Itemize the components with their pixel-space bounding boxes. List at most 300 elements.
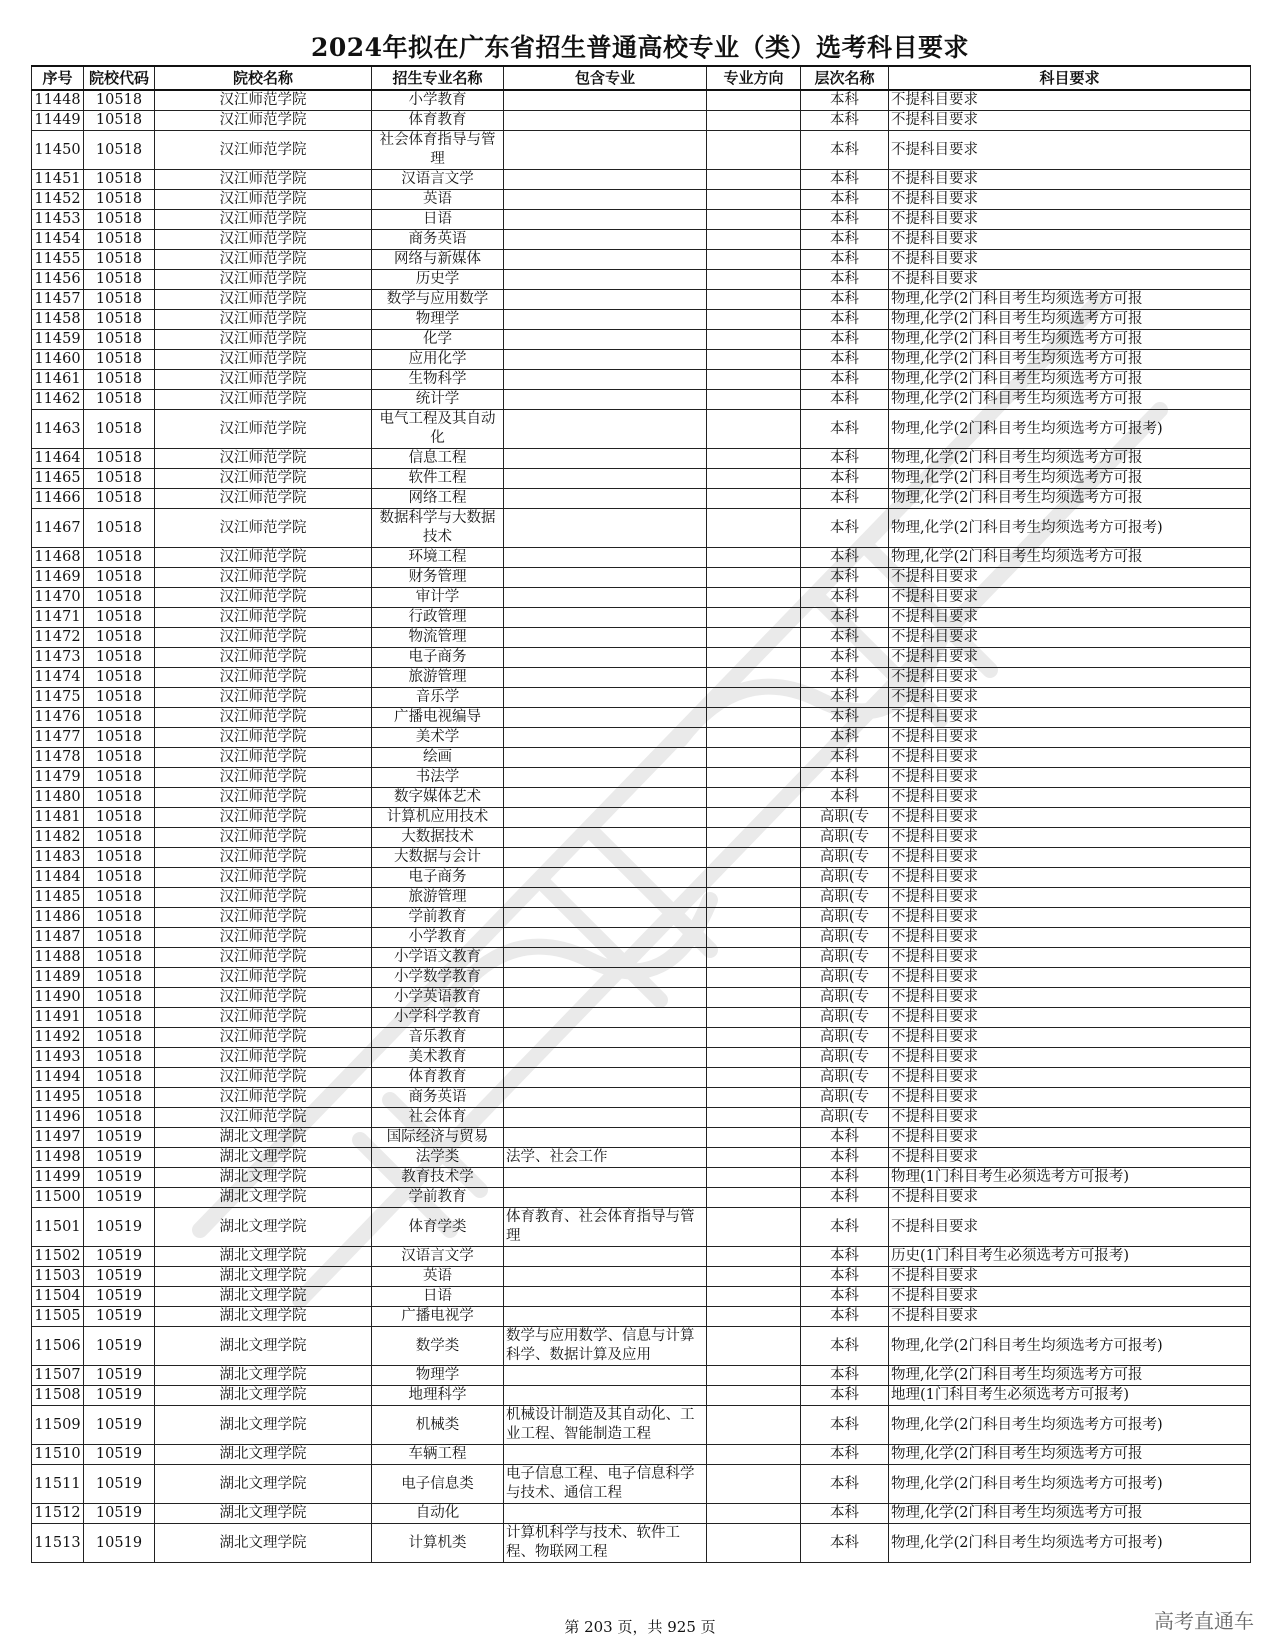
cell-school-name: 汉江师范学院 xyxy=(155,449,372,469)
cell-school-code: 10518 xyxy=(84,848,155,868)
cell-school-name: 汉江师范学院 xyxy=(155,250,372,270)
cell-included-majors xyxy=(504,489,707,509)
cell-major-direction xyxy=(707,868,801,888)
cell-school-name: 湖北文理学院 xyxy=(155,1445,372,1465)
cell-index: 11448 xyxy=(32,90,84,111)
cell-school-name: 汉江师范学院 xyxy=(155,828,372,848)
cell-index: 11478 xyxy=(32,748,84,768)
page-footer: 第 203 页，共 925 页 xyxy=(564,1618,716,1636)
cell-school-code: 10519 xyxy=(84,1504,155,1524)
cell-school-name: 汉江师范学院 xyxy=(155,111,372,131)
cell-school-name: 汉江师范学院 xyxy=(155,1048,372,1068)
brand-watermark: 高考直通车 xyxy=(1154,1609,1254,1633)
cell-level: 本科 xyxy=(801,350,889,370)
table-row xyxy=(32,888,1251,908)
cell-major-direction xyxy=(707,1287,801,1307)
cell-subject-requirement: 不提科目要求 xyxy=(889,1307,1251,1327)
cell-school-name: 汉江师范学院 xyxy=(155,588,372,608)
cell-major-name: 美术教育 xyxy=(372,1048,504,1068)
cell-included-majors xyxy=(504,1048,707,1068)
table-row xyxy=(32,1008,1251,1028)
cell-school-code: 10518 xyxy=(84,1088,155,1108)
cell-level: 本科 xyxy=(801,390,889,410)
cell-level: 本科 xyxy=(801,230,889,250)
cell-major-direction xyxy=(707,1048,801,1068)
cell-major-name: 音乐教育 xyxy=(372,1028,504,1048)
cell-major-direction xyxy=(707,469,801,489)
cell-level: 本科 xyxy=(801,648,889,668)
cell-school-name: 汉江师范学院 xyxy=(155,270,372,290)
cell-subject-requirement: 物理(1门科目考生必须选考方可报考) xyxy=(889,1168,1251,1188)
cell-index: 11456 xyxy=(32,270,84,290)
cell-school-name: 汉江师范学院 xyxy=(155,509,372,548)
cell-subject-requirement: 不提科目要求 xyxy=(889,948,1251,968)
table-row xyxy=(32,628,1251,648)
cell-included-majors xyxy=(504,1307,707,1327)
cell-school-code: 10519 xyxy=(84,1327,155,1366)
cell-index: 11489 xyxy=(32,968,84,988)
table-row xyxy=(32,1386,1251,1406)
cell-subject-requirement: 不提科目要求 xyxy=(889,968,1251,988)
cell-major-name: 法学类 xyxy=(372,1148,504,1168)
cell-subject-requirement: 不提科目要求 xyxy=(889,868,1251,888)
cell-major-direction xyxy=(707,1386,801,1406)
cell-included-majors xyxy=(504,628,707,648)
table-row xyxy=(32,1307,1251,1327)
cell-included-majors xyxy=(504,808,707,828)
cell-major-name: 网络工程 xyxy=(372,489,504,509)
cell-school-name: 汉江师范学院 xyxy=(155,370,372,390)
cell-school-code: 10518 xyxy=(84,310,155,330)
cell-level: 本科 xyxy=(801,788,889,808)
cell-school-name: 汉江师范学院 xyxy=(155,788,372,808)
cell-school-code: 10519 xyxy=(84,1267,155,1287)
cell-subject-requirement: 不提科目要求 xyxy=(889,828,1251,848)
document-title: 2024年拟在广东省招生普通高校专业（类）选考科目要求 xyxy=(310,33,970,62)
cell-school-name: 湖北文理学院 xyxy=(155,1386,372,1406)
cell-school-name: 湖北文理学院 xyxy=(155,1287,372,1307)
cell-school-name: 汉江师范学院 xyxy=(155,489,372,509)
cell-subject-requirement: 物理,化学(2门科目考生均须选考方可报 xyxy=(889,350,1251,370)
cell-level: 高职(专 xyxy=(801,1008,889,1028)
cell-included-majors xyxy=(504,1366,707,1386)
table-row xyxy=(32,1445,1251,1465)
cell-included-majors xyxy=(504,1267,707,1287)
table-row xyxy=(32,988,1251,1008)
cell-index: 11467 xyxy=(32,509,84,548)
cell-subject-requirement: 不提科目要求 xyxy=(889,848,1251,868)
cell-index: 11455 xyxy=(32,250,84,270)
cell-major-direction xyxy=(707,988,801,1008)
cell-school-code: 10518 xyxy=(84,350,155,370)
cell-included-majors xyxy=(504,948,707,968)
cell-subject-requirement: 物理,化学(2门科目考生均须选考方可报考) xyxy=(889,1406,1251,1445)
cell-major-name: 物流管理 xyxy=(372,628,504,648)
cell-level: 高职(专 xyxy=(801,908,889,928)
cell-major-direction xyxy=(707,1247,801,1267)
cell-index: 11460 xyxy=(32,350,84,370)
table-row xyxy=(32,90,1251,111)
table-row xyxy=(32,1188,1251,1208)
cell-subject-requirement: 物理,化学(2门科目考生均须选考方可报考) xyxy=(889,1465,1251,1504)
cell-school-code: 10519 xyxy=(84,1307,155,1327)
header-subject-requirement: 科目要求 xyxy=(889,66,1251,90)
cell-included-majors: 电子信息工程、电子信息科学与技术、通信工程 xyxy=(504,1465,707,1504)
cell-subject-requirement: 不提科目要求 xyxy=(889,1208,1251,1247)
cell-index: 11491 xyxy=(32,1008,84,1028)
cell-level: 本科 xyxy=(801,1524,889,1563)
cell-subject-requirement: 物理,化学(2门科目考生均须选考方可报 xyxy=(889,390,1251,410)
table-row xyxy=(32,131,1251,170)
cell-included-majors xyxy=(504,1028,707,1048)
cell-index: 11502 xyxy=(32,1247,84,1267)
cell-level: 本科 xyxy=(801,111,889,131)
cell-school-code: 10518 xyxy=(84,290,155,310)
cell-index: 11471 xyxy=(32,608,84,628)
cell-included-majors xyxy=(504,131,707,170)
table-row xyxy=(32,1128,1251,1148)
cell-school-name: 汉江师范学院 xyxy=(155,628,372,648)
table-row xyxy=(32,310,1251,330)
cell-index: 11510 xyxy=(32,1445,84,1465)
cell-level: 本科 xyxy=(801,688,889,708)
cell-school-name: 汉江师范学院 xyxy=(155,568,372,588)
cell-major-direction xyxy=(707,449,801,469)
table-row xyxy=(32,1088,1251,1108)
cell-major-name: 数据科学与大数据技术 xyxy=(372,509,504,548)
cell-major-direction xyxy=(707,1504,801,1524)
cell-subject-requirement: 不提科目要求 xyxy=(889,250,1251,270)
cell-index: 11501 xyxy=(32,1208,84,1247)
cell-included-majors xyxy=(504,390,707,410)
cell-major-direction xyxy=(707,928,801,948)
cell-included-majors xyxy=(504,888,707,908)
cell-major-direction xyxy=(707,1068,801,1088)
cell-major-name: 小学教育 xyxy=(372,928,504,948)
cell-school-code: 10518 xyxy=(84,928,155,948)
cell-major-name: 审计学 xyxy=(372,588,504,608)
cell-school-code: 10519 xyxy=(84,1208,155,1247)
cell-subject-requirement: 不提科目要求 xyxy=(889,270,1251,290)
cell-included-majors xyxy=(504,1504,707,1524)
cell-major-direction xyxy=(707,1208,801,1247)
cell-major-direction xyxy=(707,90,801,111)
cell-school-name: 汉江师范学院 xyxy=(155,908,372,928)
cell-index: 11508 xyxy=(32,1386,84,1406)
cell-subject-requirement: 不提科目要求 xyxy=(889,1028,1251,1048)
cell-major-name: 生物科学 xyxy=(372,370,504,390)
table-row xyxy=(32,1287,1251,1307)
table-row xyxy=(32,1108,1251,1128)
cell-level: 本科 xyxy=(801,1406,889,1445)
table-row xyxy=(32,928,1251,948)
cell-school-name: 汉江师范学院 xyxy=(155,330,372,350)
cell-subject-requirement: 不提科目要求 xyxy=(889,1148,1251,1168)
cell-subject-requirement: 不提科目要求 xyxy=(889,210,1251,230)
cell-major-name: 大数据技术 xyxy=(372,828,504,848)
cell-included-majors xyxy=(504,688,707,708)
table-row xyxy=(32,489,1251,509)
cell-major-direction xyxy=(707,111,801,131)
cell-major-direction xyxy=(707,608,801,628)
cell-major-name: 物理学 xyxy=(372,310,504,330)
cell-major-name: 小学数学教育 xyxy=(372,968,504,988)
cell-major-name: 数学与应用数学 xyxy=(372,290,504,310)
cell-school-name: 汉江师范学院 xyxy=(155,1088,372,1108)
cell-major-name: 英语 xyxy=(372,190,504,210)
cell-level: 高职(专 xyxy=(801,848,889,868)
cell-level: 高职(专 xyxy=(801,888,889,908)
cell-subject-requirement: 物理,化学(2门科目考生均须选考方可报 xyxy=(889,370,1251,390)
cell-included-majors: 机械设计制造及其自动化、工业工程、智能制造工程 xyxy=(504,1406,707,1445)
cell-level: 本科 xyxy=(801,1287,889,1307)
cell-level: 本科 xyxy=(801,489,889,509)
cell-school-name: 汉江师范学院 xyxy=(155,1008,372,1028)
cell-subject-requirement: 物理,化学(2门科目考生均须选考方可报 xyxy=(889,1366,1251,1386)
cell-school-name: 汉江师范学院 xyxy=(155,390,372,410)
cell-index: 11463 xyxy=(32,410,84,449)
cell-school-code: 10518 xyxy=(84,648,155,668)
cell-major-name: 社会体育指导与管理 xyxy=(372,131,504,170)
table-row xyxy=(32,469,1251,489)
cell-school-code: 10519 xyxy=(84,1406,155,1445)
cell-level: 本科 xyxy=(801,210,889,230)
cell-school-name: 汉江师范学院 xyxy=(155,968,372,988)
cell-school-code: 10518 xyxy=(84,469,155,489)
cell-subject-requirement: 不提科目要求 xyxy=(889,768,1251,788)
cell-school-code: 10519 xyxy=(84,1445,155,1465)
cell-subject-requirement: 不提科目要求 xyxy=(889,1068,1251,1088)
cell-included-majors xyxy=(504,330,707,350)
cell-index: 11472 xyxy=(32,628,84,648)
cell-school-code: 10518 xyxy=(84,608,155,628)
cell-included-majors xyxy=(504,548,707,568)
cell-level: 本科 xyxy=(801,410,889,449)
cell-major-direction xyxy=(707,1307,801,1327)
cell-major-name: 英语 xyxy=(372,1267,504,1287)
cell-school-name: 汉江师范学院 xyxy=(155,190,372,210)
cell-included-majors xyxy=(504,588,707,608)
cell-index: 11498 xyxy=(32,1148,84,1168)
requirements-table xyxy=(31,65,1251,1563)
table-row xyxy=(32,1068,1251,1088)
table-row xyxy=(32,748,1251,768)
cell-major-name: 商务英语 xyxy=(372,1088,504,1108)
cell-included-majors xyxy=(504,290,707,310)
cell-major-name: 电子商务 xyxy=(372,648,504,668)
cell-index: 11452 xyxy=(32,190,84,210)
cell-school-code: 10519 xyxy=(84,1524,155,1563)
cell-subject-requirement: 物理,化学(2门科目考生均须选考方可报 xyxy=(889,489,1251,509)
cell-included-majors xyxy=(504,968,707,988)
cell-included-majors xyxy=(504,868,707,888)
cell-level: 本科 xyxy=(801,170,889,190)
table-row xyxy=(32,210,1251,230)
cell-index: 11511 xyxy=(32,1465,84,1504)
table-row xyxy=(32,868,1251,888)
cell-included-majors xyxy=(504,1008,707,1028)
cell-subject-requirement: 不提科目要求 xyxy=(889,888,1251,908)
cell-school-code: 10518 xyxy=(84,131,155,170)
header-included-majors: 包含专业 xyxy=(504,66,707,90)
table-row xyxy=(32,1048,1251,1068)
cell-major-direction xyxy=(707,489,801,509)
header-index: 序号 xyxy=(32,66,84,90)
cell-major-direction xyxy=(707,1445,801,1465)
table-header-row xyxy=(32,66,1251,90)
cell-major-direction xyxy=(707,1366,801,1386)
cell-index: 11449 xyxy=(32,111,84,131)
cell-school-code: 10518 xyxy=(84,668,155,688)
cell-school-code: 10519 xyxy=(84,1366,155,1386)
table-row xyxy=(32,170,1251,190)
cell-level: 本科 xyxy=(801,1168,889,1188)
cell-major-direction xyxy=(707,628,801,648)
cell-index: 11476 xyxy=(32,708,84,728)
cell-school-name: 汉江师范学院 xyxy=(155,728,372,748)
cell-school-name: 汉江师范学院 xyxy=(155,668,372,688)
cell-included-majors xyxy=(504,250,707,270)
header-school-code: 院校代码 xyxy=(84,66,155,90)
cell-school-name: 汉江师范学院 xyxy=(155,688,372,708)
cell-index: 11469 xyxy=(32,568,84,588)
table-row xyxy=(32,410,1251,449)
cell-subject-requirement: 不提科目要求 xyxy=(889,588,1251,608)
cell-major-direction xyxy=(707,588,801,608)
cell-level: 高职(专 xyxy=(801,1048,889,1068)
cell-major-name: 旅游管理 xyxy=(372,888,504,908)
cell-subject-requirement: 不提科目要求 xyxy=(889,628,1251,648)
cell-school-code: 10518 xyxy=(84,330,155,350)
cell-school-code: 10518 xyxy=(84,509,155,548)
cell-subject-requirement: 历史(1门科目考生必须选考方可报考) xyxy=(889,1247,1251,1267)
cell-major-direction xyxy=(707,1406,801,1445)
cell-included-majors xyxy=(504,1068,707,1088)
cell-subject-requirement: 不提科目要求 xyxy=(889,1008,1251,1028)
cell-level: 本科 xyxy=(801,1188,889,1208)
cell-index: 11494 xyxy=(32,1068,84,1088)
cell-index: 11512 xyxy=(32,1504,84,1524)
cell-major-direction xyxy=(707,350,801,370)
cell-major-direction xyxy=(707,1168,801,1188)
table-row xyxy=(32,1366,1251,1386)
cell-major-direction xyxy=(707,1088,801,1108)
cell-school-name: 汉江师范学院 xyxy=(155,131,372,170)
cell-school-name: 汉江师范学院 xyxy=(155,928,372,948)
cell-level: 本科 xyxy=(801,290,889,310)
cell-subject-requirement: 物理,化学(2门科目考生均须选考方可报 xyxy=(889,310,1251,330)
header-major-direction: 专业方向 xyxy=(707,66,801,90)
cell-school-code: 10518 xyxy=(84,708,155,728)
cell-subject-requirement: 不提科目要求 xyxy=(889,648,1251,668)
cell-school-code: 10518 xyxy=(84,410,155,449)
cell-major-direction xyxy=(707,1327,801,1366)
cell-school-code: 10519 xyxy=(84,1386,155,1406)
cell-included-majors: 体育教育、社会体育指导与管理 xyxy=(504,1208,707,1247)
cell-major-direction xyxy=(707,1148,801,1168)
cell-included-majors: 计算机科学与技术、软件工程、物联网工程 xyxy=(504,1524,707,1563)
cell-major-name: 体育教育 xyxy=(372,111,504,131)
cell-major-name: 软件工程 xyxy=(372,469,504,489)
cell-included-majors xyxy=(504,1168,707,1188)
cell-index: 11495 xyxy=(32,1088,84,1108)
cell-index: 11492 xyxy=(32,1028,84,1048)
cell-level: 本科 xyxy=(801,728,889,748)
cell-major-name: 行政管理 xyxy=(372,608,504,628)
table-row xyxy=(32,1168,1251,1188)
table-row xyxy=(32,250,1251,270)
cell-school-code: 10518 xyxy=(84,190,155,210)
cell-major-name: 绘画 xyxy=(372,748,504,768)
table-row xyxy=(32,1406,1251,1445)
cell-level: 本科 xyxy=(801,1386,889,1406)
cell-subject-requirement: 不提科目要求 xyxy=(889,90,1251,111)
cell-level: 本科 xyxy=(801,1148,889,1168)
cell-index: 11477 xyxy=(32,728,84,748)
cell-school-name: 湖北文理学院 xyxy=(155,1307,372,1327)
cell-subject-requirement: 不提科目要求 xyxy=(889,688,1251,708)
cell-included-majors xyxy=(504,648,707,668)
cell-major-direction xyxy=(707,1028,801,1048)
cell-included-majors xyxy=(504,568,707,588)
cell-level: 高职(专 xyxy=(801,808,889,828)
cell-major-name: 历史学 xyxy=(372,270,504,290)
cell-subject-requirement: 不提科目要求 xyxy=(889,230,1251,250)
cell-level: 高职(专 xyxy=(801,968,889,988)
cell-major-name: 广播电视学 xyxy=(372,1307,504,1327)
cell-index: 11479 xyxy=(32,768,84,788)
cell-major-name: 日语 xyxy=(372,210,504,230)
cell-school-name: 汉江师范学院 xyxy=(155,469,372,489)
cell-included-majors xyxy=(504,1287,707,1307)
cell-major-direction xyxy=(707,170,801,190)
cell-major-name: 物理学 xyxy=(372,1366,504,1386)
cell-school-name: 湖北文理学院 xyxy=(155,1128,372,1148)
cell-school-name: 汉江师范学院 xyxy=(155,1108,372,1128)
cell-school-name: 汉江师范学院 xyxy=(155,948,372,968)
cell-school-name: 汉江师范学院 xyxy=(155,1028,372,1048)
table-row xyxy=(32,968,1251,988)
cell-included-majors xyxy=(504,270,707,290)
cell-level: 高职(专 xyxy=(801,1068,889,1088)
header-major-name: 招生专业名称 xyxy=(372,66,504,90)
cell-included-majors xyxy=(504,1386,707,1406)
cell-major-name: 统计学 xyxy=(372,390,504,410)
cell-school-name: 湖北文理学院 xyxy=(155,1148,372,1168)
cell-included-majors xyxy=(504,509,707,548)
cell-major-direction xyxy=(707,568,801,588)
table-row xyxy=(32,708,1251,728)
cell-index: 11453 xyxy=(32,210,84,230)
cell-level: 本科 xyxy=(801,668,889,688)
table-row xyxy=(32,1327,1251,1366)
cell-major-direction xyxy=(707,250,801,270)
cell-index: 11504 xyxy=(32,1287,84,1307)
cell-index: 11475 xyxy=(32,688,84,708)
cell-school-name: 汉江师范学院 xyxy=(155,410,372,449)
table-row xyxy=(32,668,1251,688)
cell-index: 11483 xyxy=(32,848,84,868)
cell-level: 本科 xyxy=(801,190,889,210)
cell-subject-requirement: 不提科目要求 xyxy=(889,988,1251,1008)
cell-school-code: 10518 xyxy=(84,768,155,788)
cell-level: 本科 xyxy=(801,568,889,588)
cell-index: 11466 xyxy=(32,489,84,509)
cell-level: 本科 xyxy=(801,1465,889,1504)
cell-major-name: 自动化 xyxy=(372,1504,504,1524)
cell-major-name: 地理科学 xyxy=(372,1386,504,1406)
cell-subject-requirement: 物理,化学(2门科目考生均须选考方可报 xyxy=(889,548,1251,568)
